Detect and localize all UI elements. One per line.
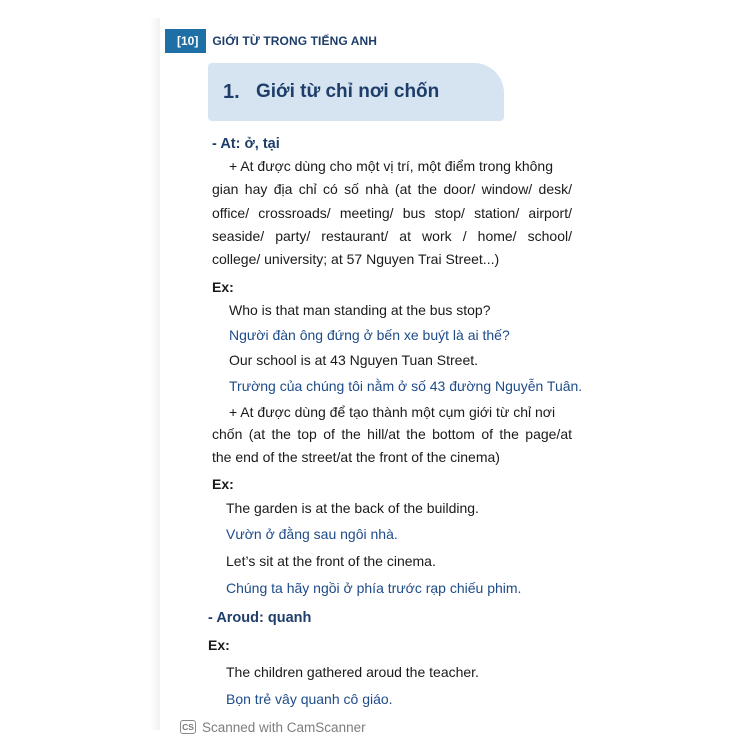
section-title: Giới từ chỉ nơi chốn	[256, 81, 440, 102]
ex2-sentence-2: Let’s sit at the front of the cinema.	[226, 553, 436, 569]
at-rule1-line-2: gian hay địa chỉ có số nhà (at the door/ window/ desk/	[212, 181, 572, 197]
ex2-translation-2: Chúng ta hãy ngồi ở phía trước rạp chiếu phim.	[226, 580, 522, 596]
page-gutter-shadow	[150, 18, 160, 730]
at-rule1-line-3: office/ crossroads/ meeting/ bus stop/ station/ airport/	[212, 205, 572, 221]
at-rule1-line-4: seaside/ party/ restaurant/ at work / home/ school/	[212, 228, 572, 244]
around-heading: - Aroud: quanh	[208, 610, 312, 626]
page-header	[165, 30, 377, 52]
ex2-translation-1: Vườn ở đằng sau ngôi nhà.	[226, 526, 398, 542]
camscanner-logo-icon: CS	[180, 720, 196, 734]
ex2-sentence-1: The garden is at the back of the building.	[226, 500, 479, 516]
section-title-box	[208, 63, 504, 121]
at-rule2-line-2: chốn (at the top of the hill/at the bottom of the page/at	[212, 426, 572, 442]
around-translation-1: Bọn trẻ vây quanh cô giáo.	[226, 691, 393, 707]
at-rule1-line-1: + At được dùng cho một vị trí, một điểm trong không	[229, 158, 553, 174]
ex-label-2: Ex:	[212, 476, 234, 492]
chapter-title: GIỚI TỪ TRONG TIẾNG ANH	[212, 34, 378, 48]
watermark-text: Scanned with CamScanner	[202, 719, 366, 735]
at-rule2-line-3: the end of the street/at the front of the cinema)	[212, 449, 500, 465]
page-number-badge: [10]	[165, 29, 206, 53]
at-heading: - At: ở, tại	[212, 136, 280, 152]
ex-label-1: Ex:	[212, 279, 234, 295]
ex1-translation-1: Người đàn ông đứng ở bến xe buýt là ai thế?	[229, 327, 510, 343]
ex1-sentence-1: Who is that man standing at the bus stop?	[229, 302, 491, 318]
at-rule1-line-5: college/ university; at 57 Nguyen Trai Street...)	[212, 251, 500, 267]
at-rule2-line-1: + At được dùng để tạo thành một cụm giới từ chỉ nơi	[229, 404, 556, 420]
around-sentence-1: The children gathered aroud the teacher.	[226, 664, 479, 680]
ex-label-3: Ex:	[208, 637, 230, 653]
ex1-translation-2: Trường của chúng tôi nằm ở số 43 đường Nguyễn Tuân.	[229, 378, 583, 394]
section-number: 1.	[223, 80, 240, 103]
camscanner-watermark	[180, 718, 366, 736]
ex1-sentence-2: Our school is at 43 Nguyen Tuan Street.	[229, 352, 479, 368]
